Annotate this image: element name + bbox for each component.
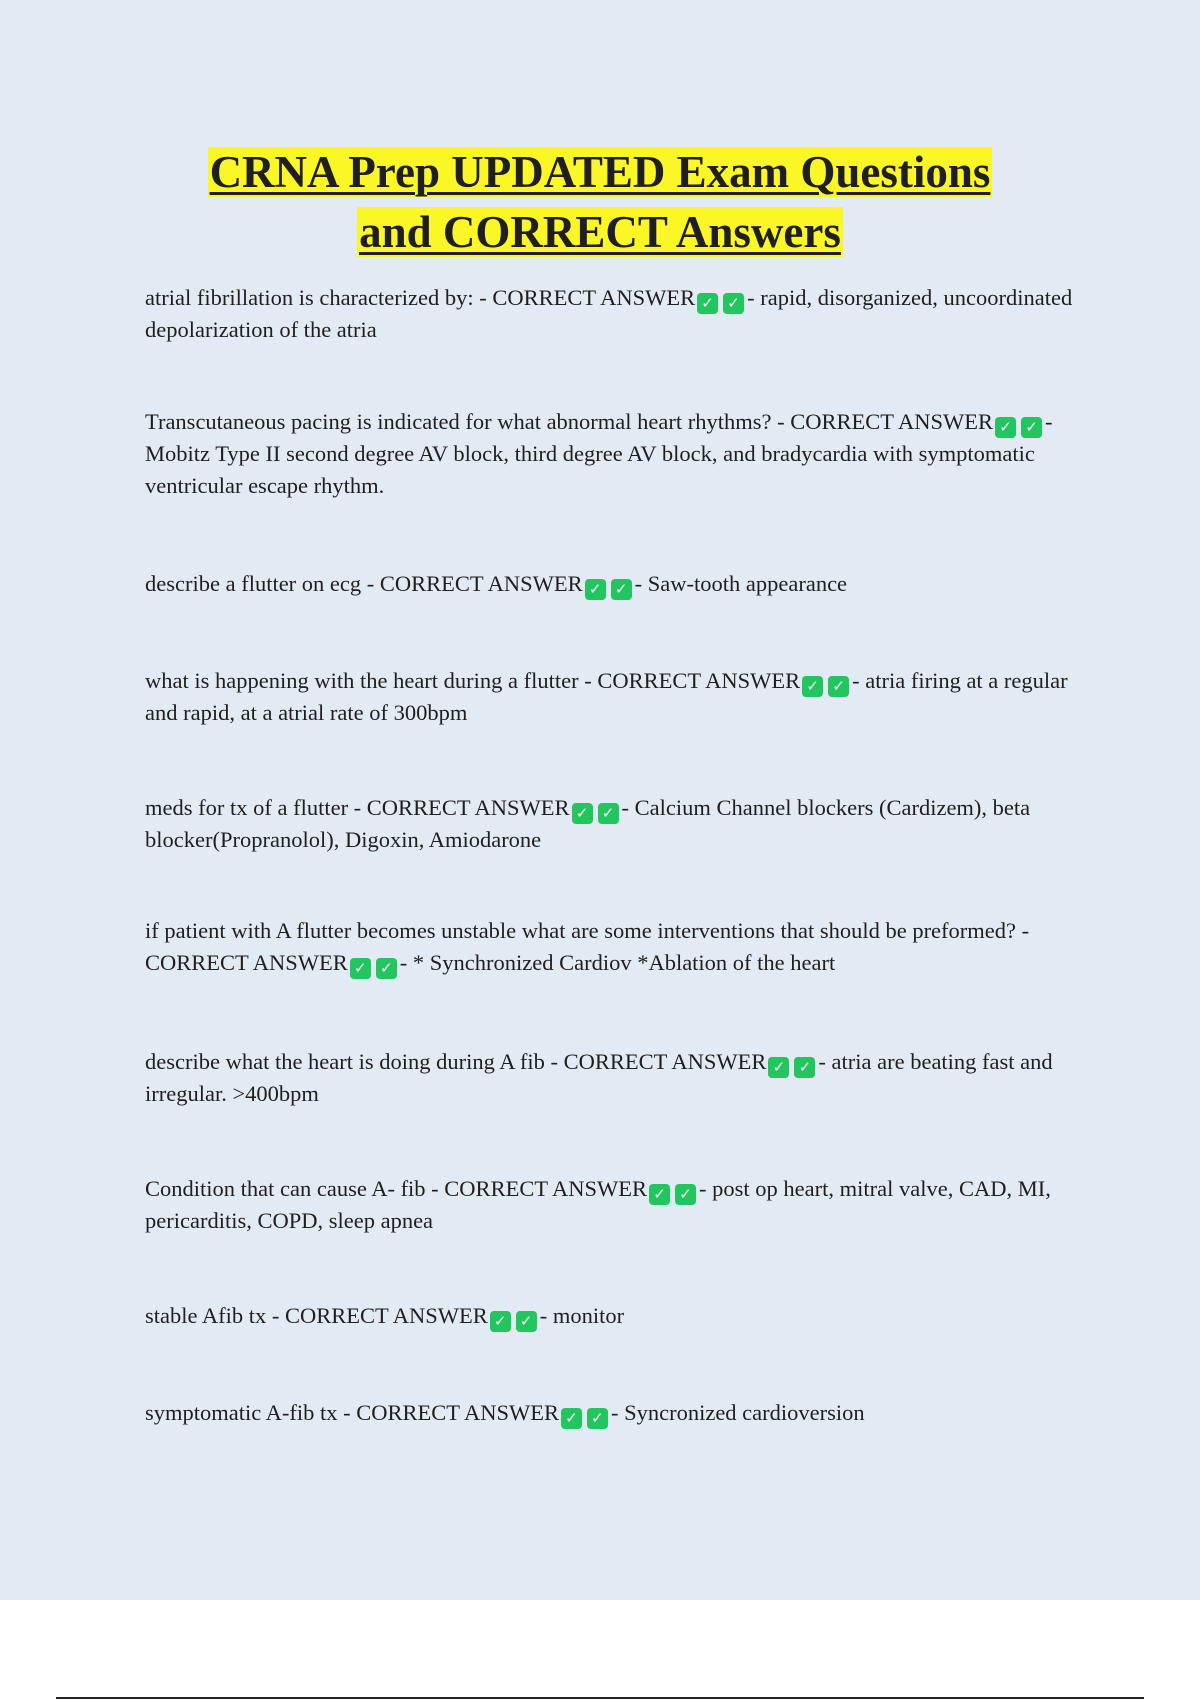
check-box-icon: ✓	[723, 293, 744, 314]
qa-item	[145, 1300, 1085, 1332]
check-box-icon: ✓	[585, 579, 606, 600]
check-box-icon: ✓	[995, 417, 1016, 438]
check-box-icon: ✓	[572, 803, 593, 824]
answer-text: - post op heart, mitral valve, CAD, MI, pericarditis, COPD, sleep apnea	[145, 1176, 1051, 1233]
qa-item	[145, 665, 1085, 729]
question-text: describe what the heart is doing during A fib - CORRECT ANSWER	[145, 1049, 767, 1074]
answer-text: - * Synchronized Cardiov *Ablation of the heart	[399, 950, 836, 975]
question-text: Transcutaneous pacing is indicated for what abnormal heart rhythms? - CORRECT ANSWER	[145, 409, 993, 434]
answer-text: - Calcium Channel blockers (Cardizem), beta blocker(Propranolol), Digoxin, Amiodarone	[145, 795, 1031, 852]
answer-text: - rapid, disorganized, uncoordinated depolarization of the atria	[145, 285, 1073, 342]
check-box-icon: ✓	[828, 676, 849, 697]
document-title	[0, 142, 1200, 262]
qa-item	[145, 915, 1085, 979]
question-text: what is happening with the heart during a flutter - CORRECT ANSWER	[145, 668, 801, 693]
question-text: stable Afib tx - CORRECT ANSWER	[145, 1303, 488, 1328]
qa-item	[145, 792, 1085, 856]
footer-divider	[56, 1697, 1144, 1699]
answer-text: - atria are beating fast and irregular. >400bpm	[145, 1049, 1053, 1106]
check-box-icon: ✓	[1021, 417, 1042, 438]
qa-item	[145, 1046, 1085, 1110]
question-text: if patient with A flutter becomes unstable what are some interventions that should be preformed? - CORRECT ANSWER	[145, 918, 1030, 975]
answer-text: - monitor	[539, 1303, 625, 1328]
check-box-icon: ✓	[794, 1057, 815, 1078]
qa-item	[145, 568, 1085, 600]
question-text: meds for tx of a flutter - CORRECT ANSWER	[145, 795, 570, 820]
check-box-icon: ✓	[649, 1184, 670, 1205]
qa-item	[145, 1397, 1085, 1429]
answer-text: - Saw-tooth appearance	[634, 571, 848, 596]
check-box-icon: ✓	[697, 293, 718, 314]
check-box-icon: ✓	[802, 676, 823, 697]
answer-text: - Syncronized cardioversion	[610, 1400, 865, 1425]
check-box-icon: ✓	[768, 1057, 789, 1078]
qa-item	[145, 406, 1085, 502]
check-box-icon: ✓	[598, 803, 619, 824]
question-text: Condition that can cause A- fib - CORRECT ANSWER	[145, 1176, 648, 1201]
check-box-icon: ✓	[376, 958, 397, 979]
check-box-icon: ✓	[587, 1408, 608, 1429]
title-line-2: and CORRECT Answers	[359, 207, 841, 257]
check-box-icon: ✓	[561, 1408, 582, 1429]
question-text: atrial fibrillation is characterized by: - CORRECT ANSWER	[145, 285, 696, 310]
title-line-1: CRNA Prep UPDATED Exam Questions	[209, 147, 991, 197]
answer-text: - Mobitz Type II second degree AV block, third degree AV block, and bradycardia with symptomatic ventricular escape rhythm.	[145, 409, 1053, 498]
qa-item	[145, 282, 1085, 346]
check-box-icon: ✓	[611, 579, 632, 600]
check-box-icon: ✓	[350, 958, 371, 979]
check-box-icon: ✓	[490, 1311, 511, 1332]
question-text: describe a flutter on ecg - CORRECT ANSWER	[145, 571, 583, 596]
check-box-icon: ✓	[516, 1311, 537, 1332]
answer-text: - atria firing at a regular and rapid, at a atrial rate of 300bpm	[145, 668, 1068, 725]
qa-item	[145, 1173, 1085, 1237]
check-box-icon: ✓	[675, 1184, 696, 1205]
question-text: symptomatic A-fib tx - CORRECT ANSWER	[145, 1400, 559, 1425]
